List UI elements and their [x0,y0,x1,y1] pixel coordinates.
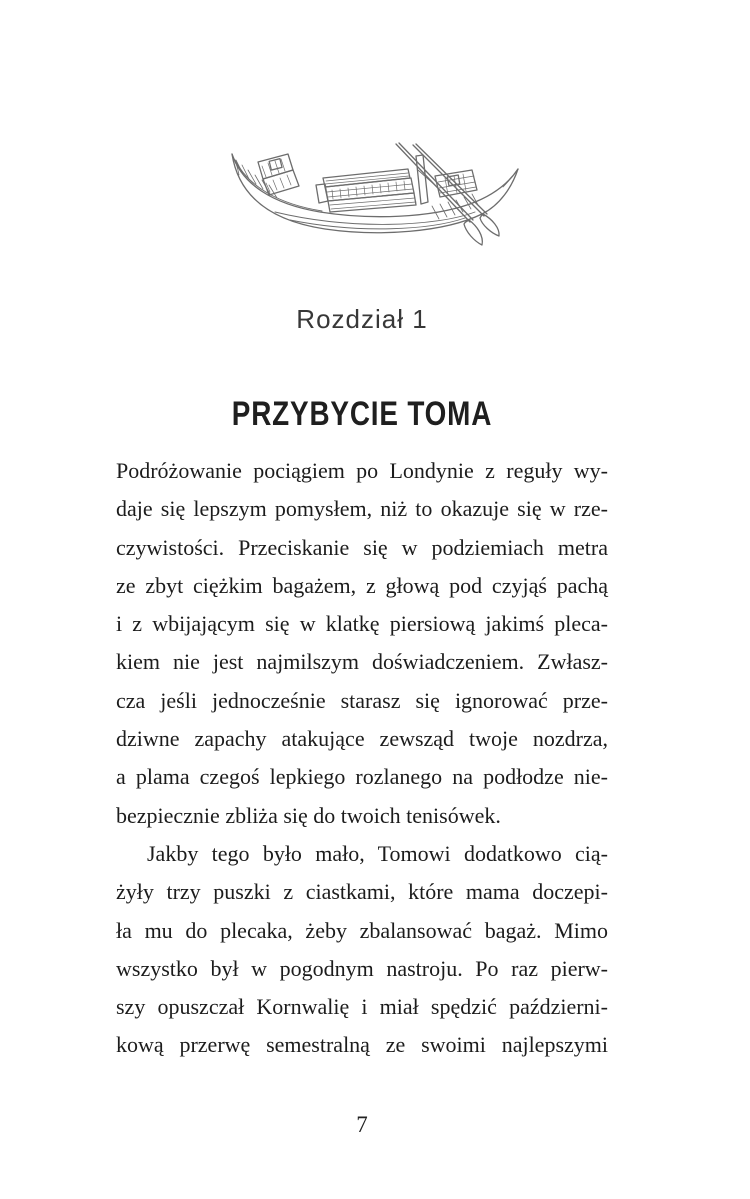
text-line: wszystko był w pogodnym nastroju. Po raz pierw- [116,955,608,981]
text-line: ła mu do plecaka, żeby zbalansować bagaż. Mimo [116,917,608,943]
chapter-title: PRZYBYCIE TOMA [231,394,493,433]
text-line: a plama czegoś lepkiego rozlanego na podłodze nie- [116,764,608,790]
text-line: Podróżowanie pociągiem po Londynie z reguły wy- [116,458,608,483]
boat-illustration [220,142,526,254]
chapter-number-label: Rozdział 1 [296,304,428,334]
text-line: żyły trzy puszki z ciastkami, które mama doczepi- [116,879,608,905]
text-line: kową przerwę semestralną ze swoimi najlepszymi [116,1032,608,1058]
text-line: Jakby tego było mało, Tomowi dodatkowo cią- [147,840,608,866]
text-line: czywistości. Przeciskanie się w podziemiach metra [116,534,608,560]
body-text [116,452,608,1065]
text-line: cza jeśli jednocześnie starasz się ignorować prze- [116,687,608,713]
text-line: dziwne zapachy atakujące zewsząd twoje nozdrza, [116,726,608,752]
text-line: i z wbijającym się w klatkę piersiową jakimś pleca- [116,611,608,637]
text-line: ze zbyt ciężkim bagażem, z głową pod czyjąś pachą [116,572,608,598]
boat-sketch-icon [220,142,526,254]
text-line: kiem nie jest najmilszym doświadczeniem. Zwłasz- [116,649,608,675]
page-number: 7 [356,1112,368,1137]
text-line: daje się lepszym pomysłem, niż to okazuje się w rze- [116,496,608,522]
text-line: szy opuszczał Kornwalię i miał spędzić październi- [116,994,608,1020]
text-line: bezpiecznie zbliża się do twoich tenisówek. [116,802,501,828]
